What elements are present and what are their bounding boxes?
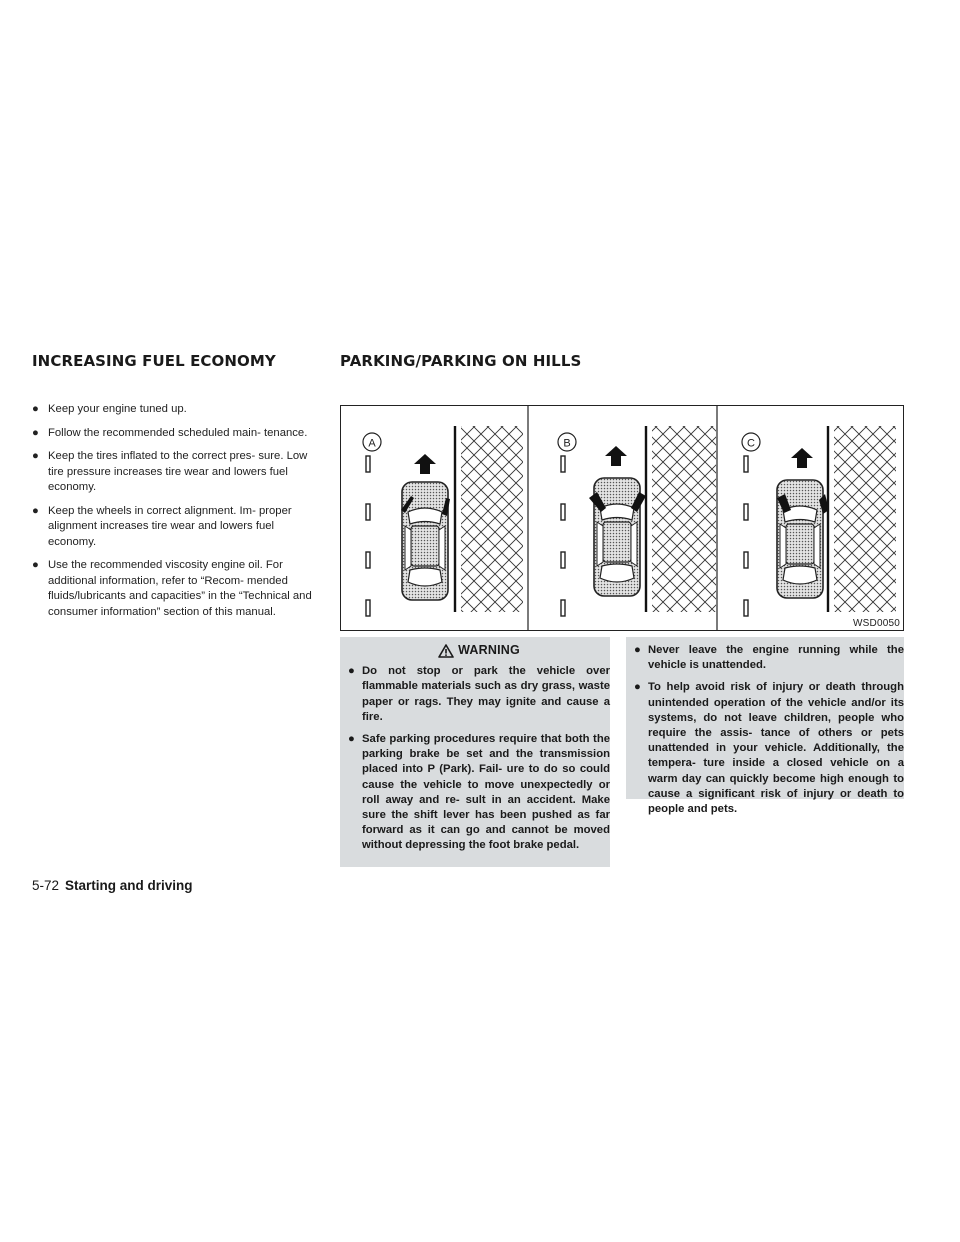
list-item: ● Keep the wheels in correct alignment. Im- proper alignment increases tire wear and lowers fuel economy.: [32, 504, 292, 548]
figure-code: WSD0050: [853, 618, 900, 629]
bullet-icon: ●: [348, 665, 355, 678]
arrow-up-icon: [414, 454, 436, 474]
bullet-icon: ●: [32, 426, 39, 439]
warning-triangle-icon: [438, 644, 454, 658]
panel-c: [742, 426, 896, 616]
warning-box-right: [626, 637, 904, 816]
section-title-parking: PARKING/PARKING ON HILLS: [340, 352, 582, 370]
section-title-fuel-economy: INCREASING FUEL ECONOMY: [32, 352, 276, 370]
warning-item: ● Do not stop or park the vehicle over flammable materials such as dry grass, waste paper or rags. They may ignite and cause a fire.: [348, 665, 610, 723]
warning-item: ● Safe parking procedures require that both the parking brake be set and the transmission placed into P (Park). Fail- ure to do so could cause the vehicle to move unexpectedly or roll away and re- sult in an accident. Make sure the shift lever has been pushed as far forward as it can go and cannot be moved without depressing the foot brake pedal.: [348, 733, 610, 852]
arrow-up-icon: [791, 448, 813, 468]
warning-title: WARNING: [458, 643, 520, 657]
list-item: ● Use the recommended viscosity engine oil. For additional information, refer to “Recom- mended fluids/lubricants and capacities” in the “Technical and consumer information” section of this manual.: [32, 559, 312, 618]
bullet-icon: ●: [32, 559, 39, 571]
lane-markings: [561, 456, 565, 616]
page-number: 5-72: [32, 878, 60, 893]
bullet-icon: ●: [32, 403, 39, 415]
list-item: ● Keep the tires inflated to the correct pres- sure. Low tire pressure increases tire wear and lowers fuel economy.: [32, 450, 308, 493]
bullet-icon: ●: [634, 644, 641, 656]
parking-wheel-diagram: [340, 405, 904, 631]
parking-diagram-svg: [341, 406, 903, 630]
panel-label-b: B: [563, 437, 571, 450]
curb-hatch: [834, 426, 896, 612]
arrow-up-icon: [605, 446, 627, 466]
list-item: ● Follow the recommended scheduled main- tenance.: [32, 426, 320, 442]
panel-a: [363, 426, 523, 616]
warning-item: ● To help avoid risk of injury or death through unintended operation of the vehicle and/or its systems, do not leave children, people who require the assis- tance of others or pets unattended in your vehicle. Additionally, the tempera- ture inside a closed vehicle on a warm day can quickly become high enough to cause a significant risk of injury or death to people and pets.: [634, 681, 904, 816]
lane-markings: [366, 456, 370, 616]
warning-item: ● Never leave the engine running while the vehicle is unattended.: [634, 644, 904, 672]
curb-hatch: [461, 426, 523, 612]
lane-markings: [744, 456, 748, 616]
car-top-view-icon: [594, 478, 640, 596]
panel-label-c: C: [747, 437, 755, 450]
bullet-icon: ●: [32, 450, 39, 462]
list-item: ● Keep your engine tuned up.: [32, 402, 320, 418]
curb-hatch: [652, 426, 716, 612]
panel-label-a: A: [368, 437, 376, 450]
page-footer: [32, 878, 193, 893]
fuel-economy-list: [32, 402, 320, 628]
warning-box-left: [340, 637, 610, 867]
bullet-icon: ●: [348, 733, 355, 746]
bullet-icon: ●: [634, 681, 641, 694]
footer-section-title: Starting and driving: [65, 878, 193, 893]
bullet-icon: ●: [32, 504, 39, 517]
warning-header: [348, 643, 610, 658]
panel-b: [558, 426, 716, 616]
